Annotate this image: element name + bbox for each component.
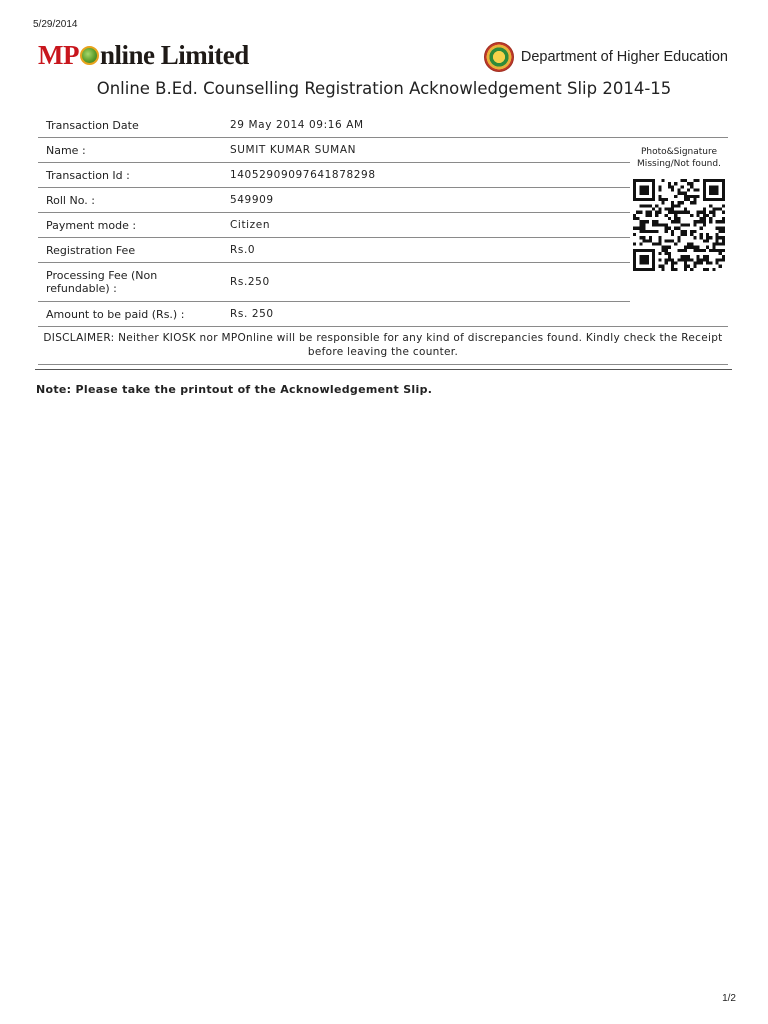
row-label: Transaction Id : xyxy=(38,163,222,188)
row-label: Processing Fee (Non refundable) : xyxy=(38,263,222,302)
divider xyxy=(35,369,732,370)
row-value: 14052909097641878298 xyxy=(222,163,630,188)
department-name: Department of Higher Education xyxy=(520,49,728,65)
row-label: Registration Fee xyxy=(38,238,222,263)
emblem-icon xyxy=(484,42,514,72)
table-row xyxy=(38,163,728,188)
table-row xyxy=(38,188,728,213)
table-row xyxy=(38,213,728,238)
globe-icon xyxy=(80,46,99,65)
photo-missing-note: Photo&Signature Missing/Not found. xyxy=(637,147,721,169)
table-row xyxy=(38,302,728,327)
row-label: Roll No. : xyxy=(38,188,222,213)
page-number: 1/2 xyxy=(722,993,736,1004)
table-row xyxy=(38,263,728,302)
side-top xyxy=(630,113,728,138)
header xyxy=(38,38,728,76)
department-logo xyxy=(484,42,728,72)
printout-note: Note: Please take the printout of the Acknowledgement Slip. xyxy=(36,383,433,396)
logo-rest-text: nline Limited xyxy=(99,40,249,70)
photo-qr-cell xyxy=(630,138,728,327)
row-value: 549909 xyxy=(222,188,630,213)
acknowledgement-slip xyxy=(38,113,728,365)
print-date: 5/29/2014 xyxy=(33,19,78,30)
row-value: Rs.0 xyxy=(222,238,630,263)
disclaimer: DISCLAIMER: Neither KIOSK nor MPOnline will be responsible for any kind of discrepancies found. Kindly check the Receipt before leaving the counter. xyxy=(38,327,728,365)
row-label: Amount to be paid (Rs.) : xyxy=(38,302,222,327)
table-row xyxy=(38,138,728,163)
qr-code-icon xyxy=(633,179,725,271)
logo-mp-text: MP xyxy=(38,40,79,70)
row-label: Payment mode : xyxy=(38,213,222,238)
row-label: Transaction Date xyxy=(38,113,222,138)
row-value: SUMIT KUMAR SUMAN xyxy=(222,138,630,163)
row-value: Citizen xyxy=(222,213,630,238)
table-row xyxy=(38,238,728,263)
slip-title: Online B.Ed. Counselling Registration Acknowledgement Slip 2014-15 xyxy=(96,79,672,98)
row-value: 29 May 2014 09:16 AM xyxy=(222,113,630,138)
details-table xyxy=(38,113,728,327)
row-label: Name : xyxy=(38,138,222,163)
table-row xyxy=(38,113,728,138)
mponline-logo xyxy=(38,40,249,71)
row-value: Rs. 250 xyxy=(222,302,630,327)
row-value: Rs.250 xyxy=(222,263,630,302)
